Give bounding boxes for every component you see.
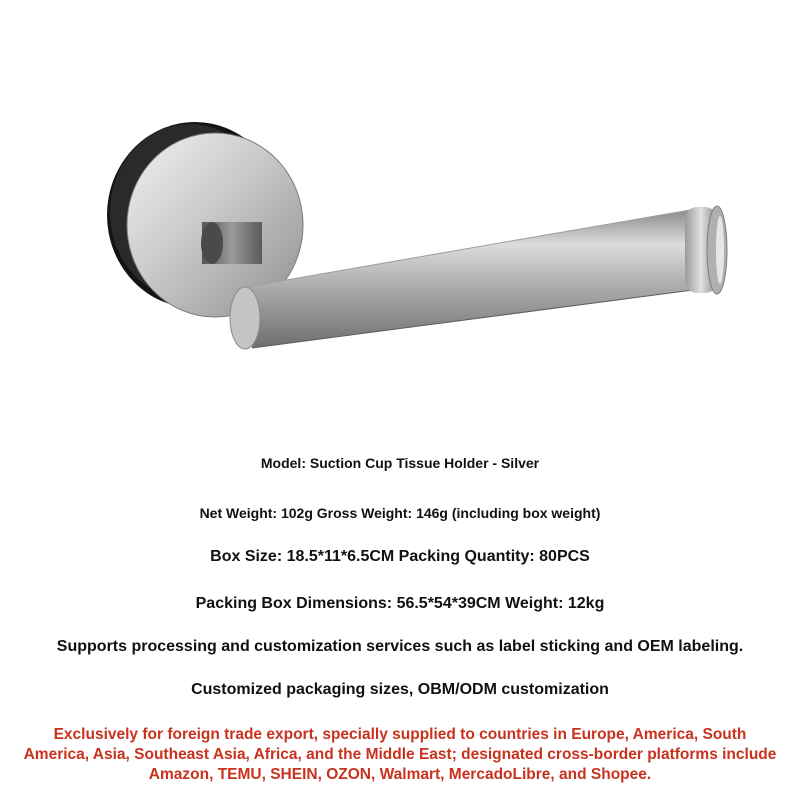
- weight-line: Net Weight: 102g Gross Weight: 146g (including box weight): [199, 505, 601, 521]
- packing-box-line: Packing Box Dimensions: 56.5*54*39CM Weight: 12kg: [195, 595, 605, 612]
- model-line: Model: Suction Cup Tissue Holder - Silver: [260, 455, 540, 471]
- box-size-line: Box Size: 18.5*11*6.5CM Packing Quantity: 80PCS: [210, 548, 590, 565]
- customization-line: Customized packaging sizes, OBM/ODM customization: [191, 681, 609, 698]
- export-notice: Exclusively for foreign trade export, specially supplied to countries in Europe, America, South America, Asia, Southeast Asia, Africa, and the Middle East; designated cross-border platforms include Amazon, TEMU, SHEIN, OZON, Walmart, MercadoLibre, and Shopee.: [23, 726, 777, 783]
- services-line: Supports processing and customization services such as label sticking and OEM labeling.: [56, 638, 744, 655]
- tissue-holder-image: [90, 110, 740, 360]
